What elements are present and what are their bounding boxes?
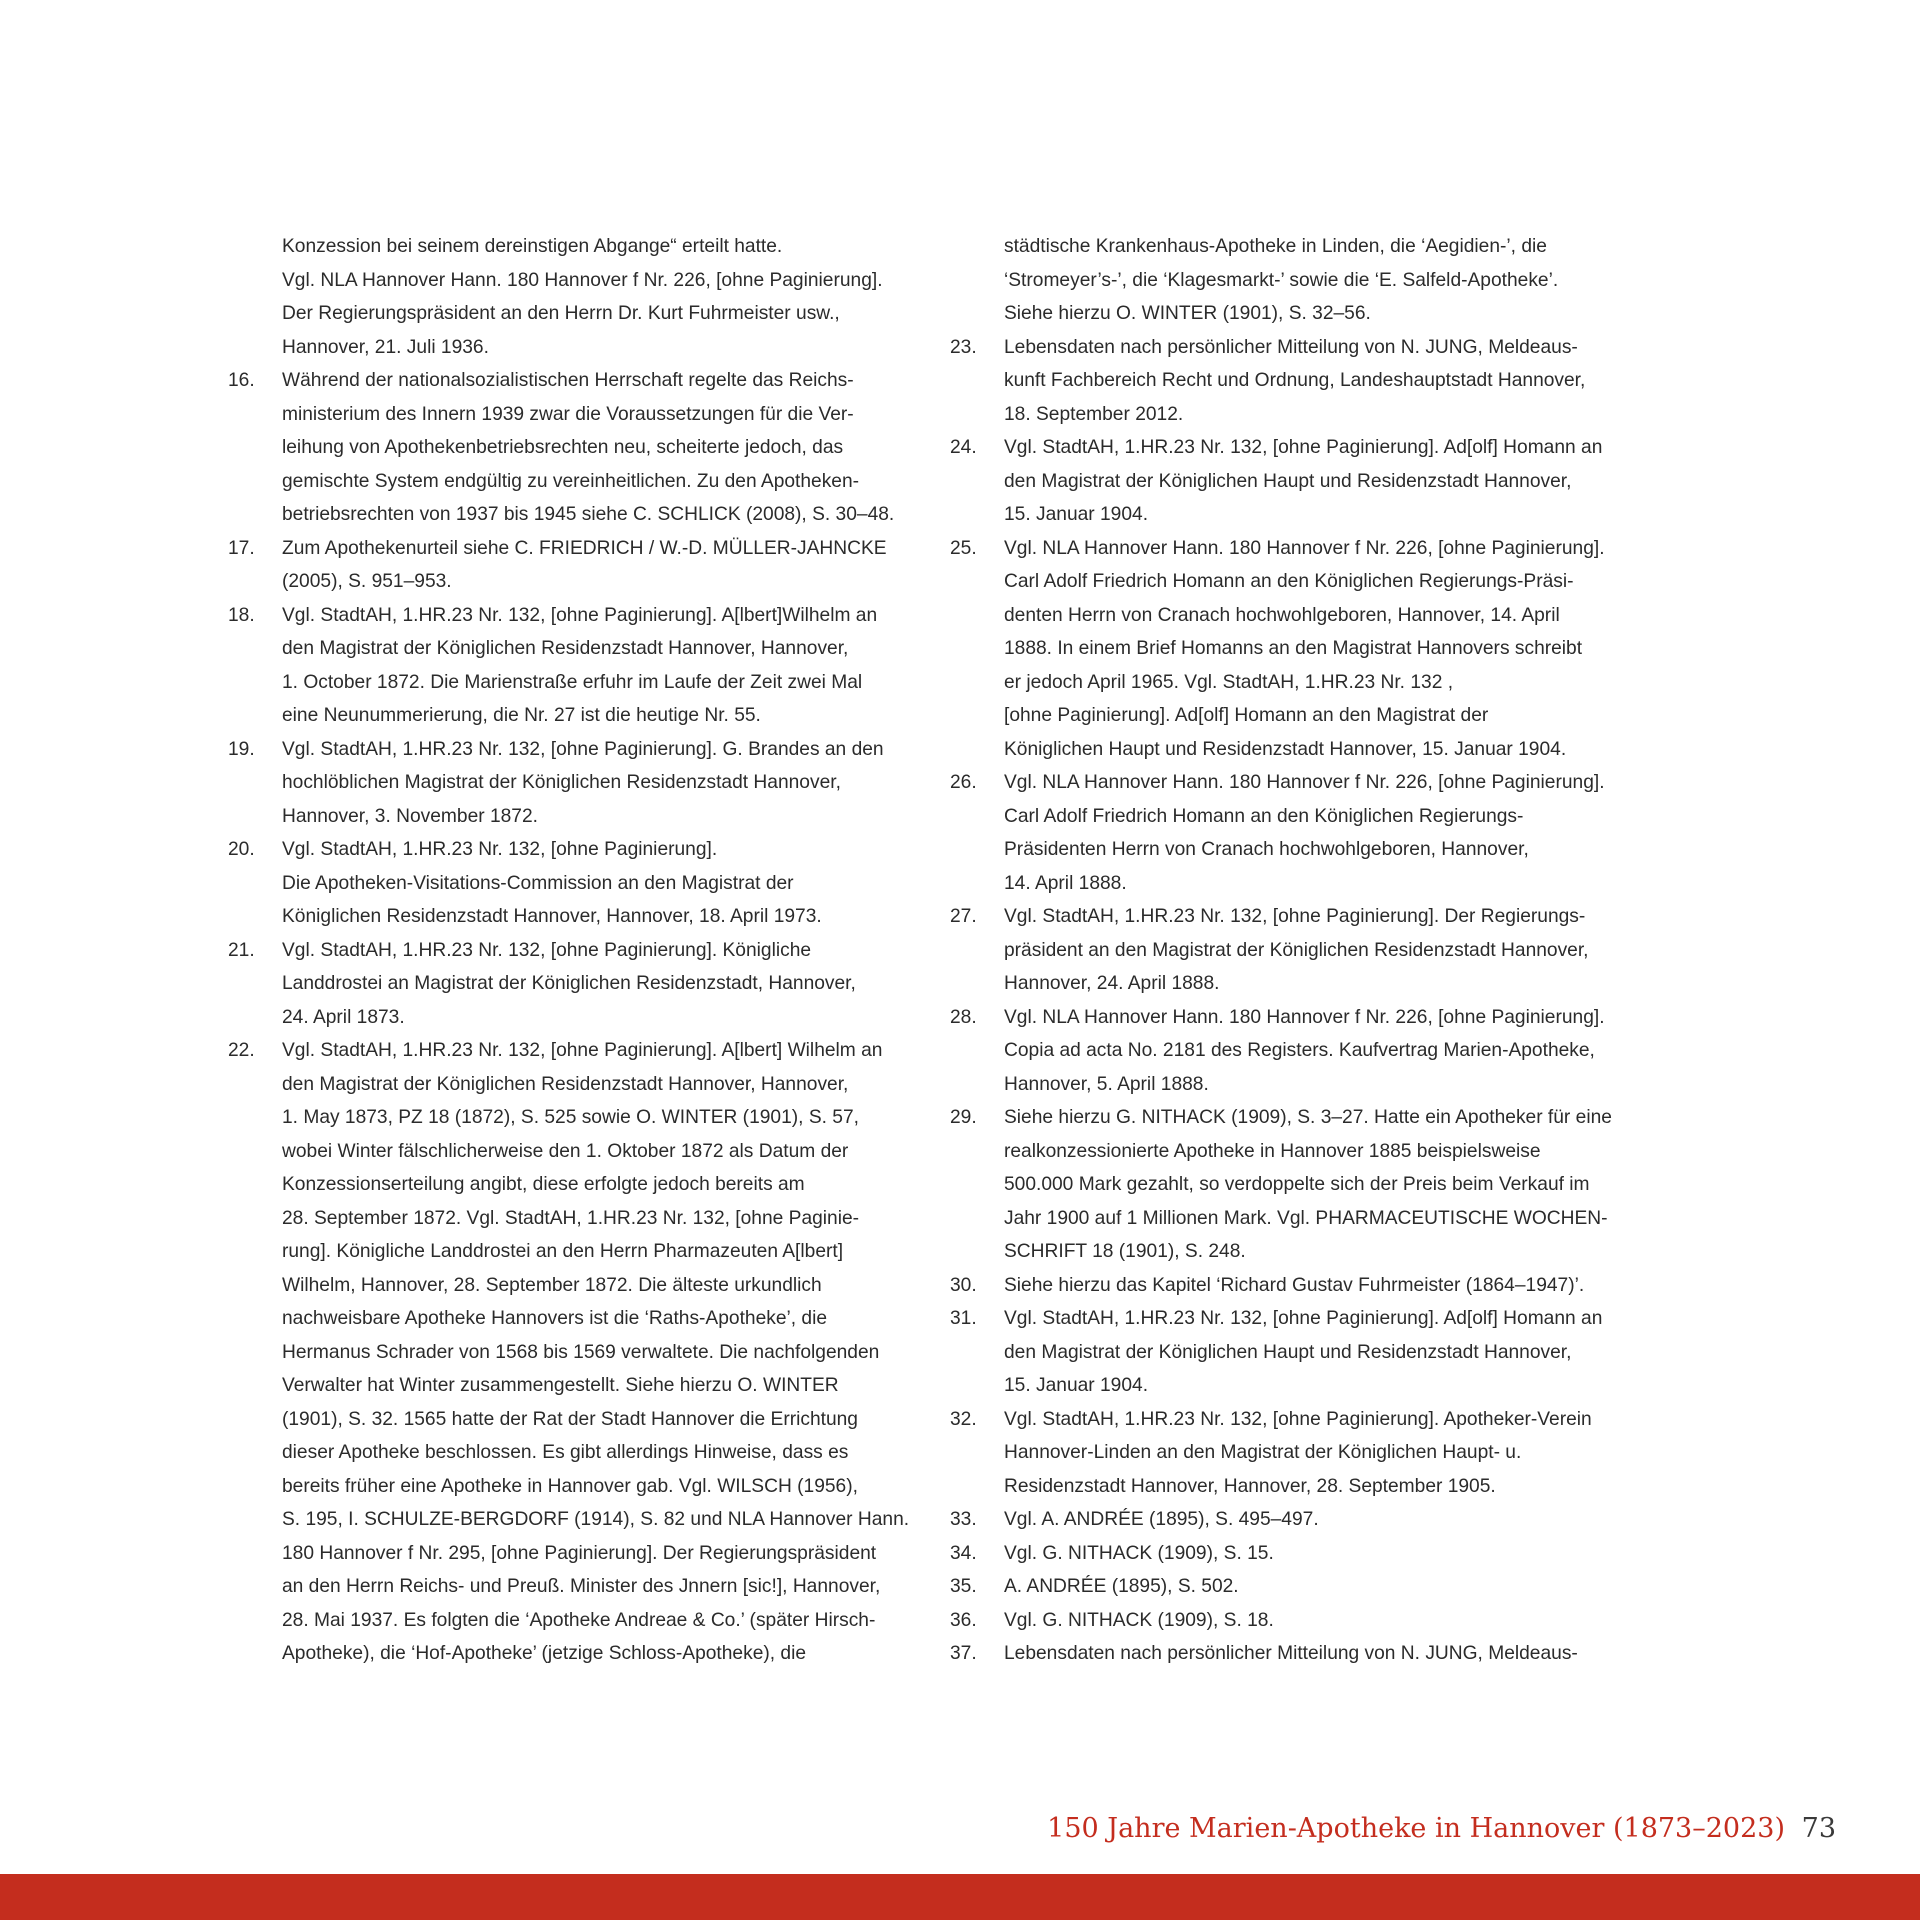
footnote-number: 34. [950, 1542, 977, 1564]
footnote-line [950, 1369, 1655, 1403]
footnote-line [228, 1235, 928, 1269]
footnote-text: 14. April 1888. [1004, 872, 1127, 894]
footnote-line [228, 1068, 928, 1102]
footnote-text: Vgl. StadtAH, 1.HR.23 Nr. 132, [ohne Paginierung]. Apotheker-Verein [1004, 1408, 1592, 1430]
footnote-text: 1888. In einem Brief Homanns an den Magistrat Hannovers schreibt [1004, 638, 1583, 659]
footnote-text: (2005), S. 951–953. [282, 571, 452, 592]
footnote-text: rung]. Königliche Landdrostei an den Herrn Pharmazeuten A[lbert] [282, 1241, 844, 1262]
footnote-line [228, 1336, 928, 1370]
footnote-text: betriebsrechten von 1937 bis 1945 siehe C. SCHLICK (2008), S. 30–48. [282, 504, 895, 525]
footnote-text: 180 Hannover f Nr. 295, [ohne Paginierung]. Der Regierungspräsident [282, 1542, 877, 1564]
footnote-text: Residenzstadt Hannover, Hannover, 28. September 1905. [1004, 1475, 1496, 1497]
footnote-line [950, 498, 1655, 532]
page-number: 73 [1801, 1813, 1836, 1844]
footnote-line [228, 1034, 928, 1068]
footnote-number: 35. [950, 1576, 977, 1597]
footnote-text: er jedoch April 1965. Vgl. StadtAH, 1.HR.23 Nr. 132 , [1004, 671, 1454, 693]
footnote-text: Landdrostei an Magistrat der Königlichen Residenzstadt, Hannover, [282, 973, 856, 994]
footnote-text: Hannover, 21. Juli 1936. [282, 336, 489, 358]
footnote-line [228, 1135, 928, 1169]
footnote-number: 31. [950, 1308, 977, 1329]
footnote-number: 19. [228, 738, 255, 760]
footnote-line [228, 766, 928, 800]
footnote-text: Vgl. G. NITHACK (1909), S. 18. [1004, 1609, 1274, 1631]
footnote-text: Zum Apothekenurteil siehe C. FRIEDRICH / W.-D. MÜLLER-JAHNCKE [282, 537, 887, 559]
footnote-line [950, 1034, 1655, 1068]
footnote-line [228, 967, 928, 1001]
footnote-line [950, 833, 1655, 867]
footnote-text: 500.000 Mark gezahlt, so verdoppelte sich der Preis beim Verkauf im [1004, 1174, 1590, 1195]
footnote-line [950, 1537, 1655, 1571]
footnote-text: Verwalter hat Winter zusammengestellt. Siehe hierzu O. WINTER [282, 1375, 839, 1396]
footnote-line [950, 1001, 1655, 1035]
footnote-line [950, 565, 1655, 599]
footnote-text: bereits früher eine Apotheke in Hannover gab. Vgl. WILSCH (1956), [282, 1475, 858, 1497]
footnote-text: Siehe hierzu G. NITHACK (1909), S. 3–27. Hatte ein Apotheker für eine [1004, 1107, 1612, 1128]
footnote-line [228, 331, 928, 365]
footnote-text: den Magistrat der Königlichen Haupt und Residenzstadt Hannover, [1004, 470, 1572, 492]
footnote-text: [ohne Paginierung]. Ad[olf] Homann an den Magistrat der [1004, 705, 1489, 726]
footnote-text: den Magistrat der Königlichen Residenzstadt Hannover, Hannover, [282, 1073, 849, 1095]
footnote-line [950, 264, 1655, 298]
footnote-text: Der Regierungspräsident an den Herrn Dr. Kurt Fuhrmeister usw., [282, 303, 840, 324]
footnote-number: 21. [228, 939, 255, 961]
footnote-number: 27. [950, 906, 977, 927]
footnote-text: Lebensdaten nach persönlicher Mitteilung von N. JUNG, Meldeaus- [1004, 1643, 1578, 1664]
footnote-text: (1901), S. 32. 1565 hatte der Rat der Stadt Hannover die Errichtung [282, 1408, 858, 1430]
footnote-text: städtische Krankenhaus-Apotheke in Linden, die ‘Aegidien-’, die [1004, 236, 1547, 257]
footnote-number: 29. [950, 1107, 977, 1128]
footnote-text: Präsidenten Herrn von Cranach hochwohlgeboren, Hannover, [1004, 839, 1529, 860]
footnote-text: Carl Adolf Friedrich Homann an den Königlichen Regierungs-Präsi- [1004, 571, 1574, 592]
footnote-number: 17. [228, 537, 255, 559]
footnote-text: Königlichen Residenzstadt Hannover, Hannover, 18. April 1973. [282, 906, 822, 927]
footnote-text: ministerium des Innern 1939 zwar die Voraussetzungen für die Ver- [282, 403, 854, 425]
footnote-text: 28. Mai 1937. Es folgten die ‘Apotheke Andreae & Co.’ (später Hirsch- [282, 1609, 876, 1631]
footnote-line [228, 1202, 928, 1236]
footnote-line [950, 632, 1655, 666]
footnotes-left-column [228, 230, 928, 1671]
footnote-line [950, 465, 1655, 499]
footnote-text: Siehe hierzu O. WINTER (1901), S. 32–56. [1004, 303, 1371, 324]
footnote-text: an den Herrn Reichs- und Preuß. Minister des Jnnern [sic!], Hannover, [282, 1576, 881, 1597]
footnote-number: 33. [950, 1509, 977, 1530]
footnote-line [950, 1436, 1655, 1470]
footnote-line [950, 1202, 1655, 1236]
footnote-line [950, 532, 1655, 566]
footnote-line [228, 498, 928, 532]
footnote-number: 20. [228, 839, 255, 860]
running-footer-title: 150 Jahre Marien-Apotheke in Hannover (1873–2023) [1047, 1813, 1785, 1844]
footnote-text: Konzessionserteilung angibt, diese erfolgte jedoch bereits am [282, 1174, 805, 1195]
footnote-line [950, 1503, 1655, 1537]
footnote-line [228, 900, 928, 934]
footnote-line [228, 666, 928, 700]
footnote-text: Vgl. NLA Hannover Hann. 180 Hannover f Nr. 226, [ohne Paginierung]. [1004, 1006, 1605, 1028]
footnote-line [950, 934, 1655, 968]
footnote-number: 37. [950, 1643, 977, 1664]
footnote-text: Vgl. NLA Hannover Hann. 180 Hannover f Nr. 226, [ohne Paginierung]. [282, 269, 883, 291]
footnote-text: S. 195, I. SCHULZE-BERGDORF (1914), S. 82 und NLA Hannover Hann. [282, 1509, 910, 1530]
footnote-text: 28. September 1872. Vgl. StadtAH, 1.HR.23 Nr. 132, [ohne Paginie- [282, 1207, 860, 1229]
footnote-line [228, 1604, 928, 1638]
footnote-text: 1. May 1873, PZ 18 (1872), S. 525 sowie O. WINTER (1901), S. 57, [282, 1107, 859, 1128]
footnote-number: 26. [950, 772, 977, 793]
footnote-number: 32. [950, 1408, 977, 1430]
footnote-text: Vgl. StadtAH, 1.HR.23 Nr. 132, [ohne Paginierung]. A[lbert]Wilhelm an [282, 604, 878, 626]
footnote-text: leihung von Apothekenbetriebsrechten neu, scheiterte jedoch, das [282, 437, 844, 458]
footnote-text: wobei Winter fälschlicherweise den 1. Oktober 1872 als Datum der [282, 1140, 849, 1162]
footnote-text: Vgl. A. ANDRÉE (1895), S. 495–497. [1004, 1509, 1319, 1530]
footnote-number: 30. [950, 1274, 977, 1296]
footnote-line [950, 1235, 1655, 1269]
footnote-text: Vgl. NLA Hannover Hann. 180 Hannover f Nr. 226, [ohne Paginierung]. [1004, 537, 1605, 559]
footnote-text: präsident an den Magistrat der Königlichen Residenzstadt Hannover, [1004, 939, 1589, 961]
footnote-text: Wilhelm, Hannover, 28. September 1872. Die älteste urkundlich [282, 1274, 822, 1296]
footer-accent-bar [0, 1874, 1920, 1920]
footnote-text: eine Neunummerierung, die Nr. 27 ist die heutige Nr. 55. [282, 705, 761, 726]
footnote-text: Vgl. G. NITHACK (1909), S. 15. [1004, 1542, 1274, 1564]
footnote-line [228, 465, 928, 499]
footnotes-right-column [950, 230, 1655, 1671]
footnote-text: ‘Stromeyer’s-’, die ‘Klagesmarkt-’ sowie die ‘E. Salfeld-Apotheke’. [1004, 269, 1559, 291]
footnote-text: 24. April 1873. [282, 1006, 405, 1028]
footnote-line [950, 766, 1655, 800]
footnote-number: 28. [950, 1006, 977, 1028]
footnote-text: Hannover, 3. November 1872. [282, 805, 538, 827]
footnote-text: Vgl. StadtAH, 1.HR.23 Nr. 132, [ohne Paginierung]. Ad[olf] Homann an [1004, 1308, 1603, 1329]
footnote-text: Vgl. NLA Hannover Hann. 180 Hannover f Nr. 226, [ohne Paginierung]. [1004, 772, 1605, 793]
footnote-line [228, 1001, 928, 1035]
footnote-number: 16. [228, 370, 255, 391]
footnote-line [228, 699, 928, 733]
footnote-line [950, 1269, 1655, 1303]
footnote-line [950, 699, 1655, 733]
footnote-number: 36. [950, 1609, 977, 1631]
footnote-text: den Magistrat der Königlichen Residenzstadt Hannover, Hannover, [282, 638, 849, 659]
footnote-text: Jahr 1900 auf 1 Millionen Mark. Vgl. PHARMACEUTISCHE WOCHEN- [1004, 1207, 1608, 1229]
footnote-number: 18. [228, 604, 255, 626]
footnote-number: 25. [950, 537, 977, 559]
footnote-text: Carl Adolf Friedrich Homann an den Königlichen Regierungs- [1004, 805, 1524, 827]
footnote-line [228, 1436, 928, 1470]
footnote-text: Apotheke), die ‘Hof-Apotheke’ (jetzige Schloss-Apotheke), die [282, 1643, 807, 1664]
footnote-text: Vgl. StadtAH, 1.HR.23 Nr. 132, [ohne Paginierung]. G. Brandes an den [282, 738, 884, 760]
footnote-line [228, 733, 928, 767]
footnote-text: Die Apotheken-Visitations-Commission an den Magistrat der [282, 872, 794, 894]
footnote-text: dieser Apotheke beschlossen. Es gibt allerdings Hinweise, dass es [282, 1442, 849, 1463]
footnote-line [228, 297, 928, 331]
footnote-text: hochlöblichen Magistrat der Königlichen Residenzstadt Hannover, [282, 772, 841, 793]
footnote-line [950, 364, 1655, 398]
footnote-line [228, 934, 928, 968]
footnote-line [950, 666, 1655, 700]
footnote-line [228, 431, 928, 465]
footnote-line [228, 1470, 928, 1504]
footnote-line [950, 431, 1655, 465]
footnote-line [228, 1503, 928, 1537]
footnote-text: Hannover, 24. April 1888. [1004, 973, 1220, 994]
footnote-line [228, 1269, 928, 1303]
footnote-text: Vgl. StadtAH, 1.HR.23 Nr. 132, [ohne Paginierung]. [282, 839, 718, 860]
footnote-text: kunft Fachbereich Recht und Ordnung, Landeshauptstadt Hannover, [1004, 370, 1586, 391]
footnote-line [950, 331, 1655, 365]
footnote-line [950, 967, 1655, 1001]
footnote-line [950, 733, 1655, 767]
footnote-text: Vgl. StadtAH, 1.HR.23 Nr. 132, [ohne Paginierung]. Ad[olf] Homann an [1004, 437, 1603, 458]
footnote-text: Hermanus Schrader von 1568 bis 1569 verwaltete. Die nachfolgenden [282, 1341, 880, 1363]
footnote-number: 24. [950, 437, 977, 458]
footnote-line [950, 1336, 1655, 1370]
footnote-line [228, 632, 928, 666]
footnote-text: Vgl. StadtAH, 1.HR.23 Nr. 132, [ohne Paginierung]. Der Regierungs- [1004, 906, 1586, 927]
footnote-line [950, 1068, 1655, 1102]
footnote-line [228, 800, 928, 834]
footnote-line [950, 800, 1655, 834]
footnote-line [950, 900, 1655, 934]
footnote-line [950, 230, 1655, 264]
footnote-line [950, 867, 1655, 901]
footnote-text: Königlichen Haupt und Residenzstadt Hannover, 15. Januar 1904. [1004, 738, 1567, 760]
footnote-text: 1. October 1872. Die Marienstraße erfuhr im Laufe der Zeit zwei Mal [282, 671, 863, 693]
footnote-line [228, 398, 928, 432]
footnote-text: Hannover, 5. April 1888. [1004, 1073, 1209, 1095]
footnote-line [228, 599, 928, 633]
footnote-number: 23. [950, 336, 977, 358]
footnote-line [228, 1101, 928, 1135]
footnote-text: Vgl. StadtAH, 1.HR.23 Nr. 132, [ohne Paginierung]. Königliche [282, 939, 812, 961]
footnote-text: SCHRIFT 18 (1901), S. 248. [1004, 1241, 1246, 1262]
footnote-text: Siehe hierzu das Kapitel ‘Richard Gustav Fuhrmeister (1864–1947)’. [1004, 1274, 1585, 1296]
footnote-line [228, 1168, 928, 1202]
footnote-text: Während der nationalsozialistischen Herrschaft regelte das Reichs- [282, 370, 854, 391]
footnote-line [228, 867, 928, 901]
footnote-text: nachweisbare Apotheke Hannovers ist die ‘Raths-Apotheke’, die [282, 1308, 828, 1329]
footnote-line [950, 1168, 1655, 1202]
footnote-text: 18. September 2012. [1004, 403, 1184, 425]
footnote-line [228, 264, 928, 298]
footnote-line [950, 1302, 1655, 1336]
footnote-line [950, 297, 1655, 331]
footnote-line [950, 599, 1655, 633]
footnote-text: Lebensdaten nach persönlicher Mitteilung von N. JUNG, Meldeaus- [1004, 336, 1578, 358]
footnote-line [950, 398, 1655, 432]
footnote-line [228, 565, 928, 599]
footnote-line [228, 833, 928, 867]
footnote-line [228, 532, 928, 566]
footnote-text: Copia ad acta No. 2181 des Registers. Kaufvertrag Marien-Apotheke, [1004, 1040, 1595, 1061]
footnote-line [228, 1570, 928, 1604]
footnote-line [228, 1637, 928, 1671]
footnote-line [228, 1403, 928, 1437]
footnote-line [950, 1135, 1655, 1169]
footnote-line [228, 230, 928, 264]
footnote-text: Vgl. StadtAH, 1.HR.23 Nr. 132, [ohne Paginierung]. A[lbert] Wilhelm an [282, 1040, 883, 1061]
footnote-line [950, 1403, 1655, 1437]
footnote-text: 15. Januar 1904. [1004, 1375, 1149, 1396]
footnote-line [228, 1369, 928, 1403]
footnote-text: realkonzessionierte Apotheke in Hannover 1885 beispielsweise [1004, 1140, 1541, 1162]
footnote-line [228, 1302, 928, 1336]
footnote-line [228, 364, 928, 398]
footnote-number: 22. [228, 1040, 255, 1061]
footnote-text: Konzession bei seinem dereinstigen Abgange“ erteilt hatte. [282, 236, 783, 257]
footnote-line [950, 1570, 1655, 1604]
footnote-line [950, 1604, 1655, 1638]
footnote-text: denten Herrn von Cranach hochwohlgeboren, Hannover, 14. April [1004, 604, 1560, 626]
footnote-text: 15. Januar 1904. [1004, 504, 1149, 525]
footnote-text: A. ANDRÉE (1895), S. 502. [1004, 1576, 1239, 1597]
footnote-line [950, 1470, 1655, 1504]
footnote-line [950, 1637, 1655, 1671]
footnote-line [228, 1537, 928, 1571]
footnote-text: Hannover-Linden an den Magistrat der Königlichen Haupt- u. [1004, 1442, 1522, 1463]
footnote-text: gemischte System endgültig zu vereinheitlichen. Zu den Apotheken- [282, 470, 860, 492]
footnote-line [950, 1101, 1655, 1135]
footnote-text: den Magistrat der Königlichen Haupt und Residenzstadt Hannover, [1004, 1341, 1572, 1363]
